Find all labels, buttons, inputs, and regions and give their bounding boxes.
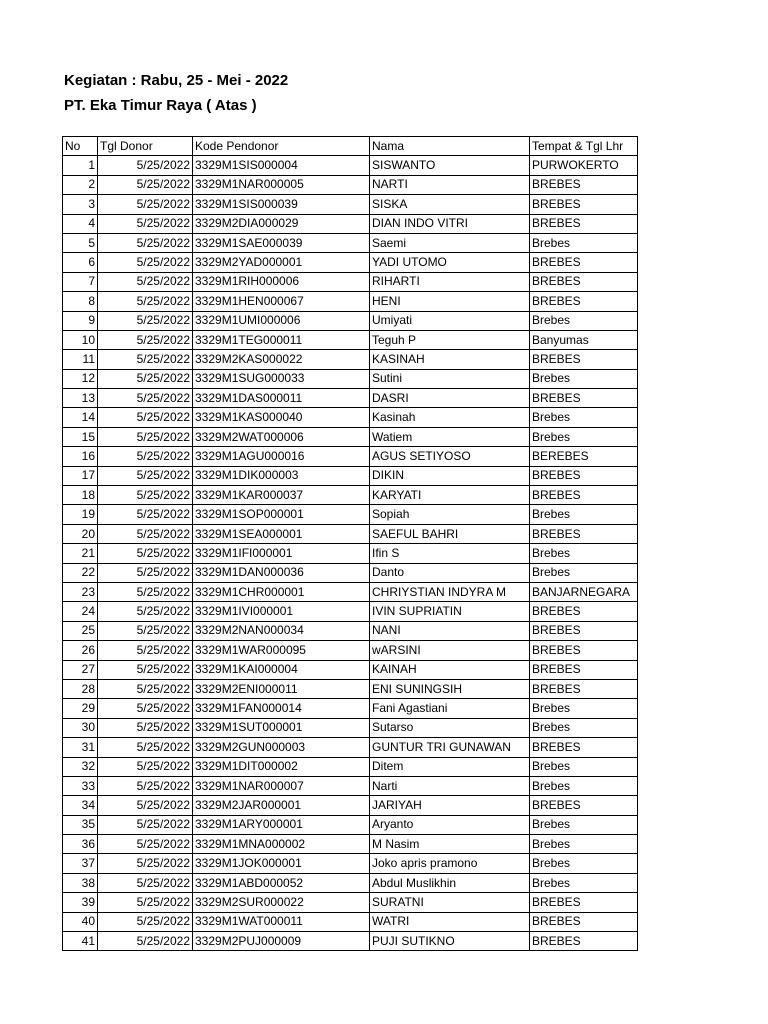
cell-no: 11 <box>63 350 98 369</box>
cell-no: 26 <box>63 641 98 660</box>
table-row <box>63 563 638 582</box>
cell-tgl-donor: 5/25/2022 <box>98 641 193 660</box>
table-row <box>63 912 638 931</box>
cell-kode-pendonor: 3329M1MNA000002 <box>193 835 370 854</box>
cell-no: 20 <box>63 524 98 543</box>
table-row <box>63 796 638 815</box>
cell-tempat-tgl-lhr: BREBES <box>530 660 638 679</box>
activity-title: Kegiatan : Rabu, 25 - Mei - 2022 <box>64 72 289 89</box>
cell-nama: Kasinah <box>370 408 530 427</box>
cell-tgl-donor: 5/25/2022 <box>98 718 193 737</box>
cell-kode-pendonor: 3329M2DIA000029 <box>193 214 370 233</box>
cell-tgl-donor: 5/25/2022 <box>98 524 193 543</box>
cell-kode-pendonor: 3329M1FAN000014 <box>193 699 370 718</box>
cell-no: 4 <box>63 214 98 233</box>
table-row <box>63 641 638 660</box>
cell-tempat-tgl-lhr: BREBES <box>530 602 638 621</box>
cell-tempat-tgl-lhr: Brebes <box>530 311 638 330</box>
cell-tgl-donor: 5/25/2022 <box>98 253 193 272</box>
table-row <box>63 447 638 466</box>
cell-no: 34 <box>63 796 98 815</box>
cell-no: 22 <box>63 563 98 582</box>
cell-nama: CHRIYSTIAN INDYRA M <box>370 582 530 601</box>
cell-tgl-donor: 5/25/2022 <box>98 776 193 795</box>
cell-kode-pendonor: 3329M2GUN000003 <box>193 738 370 757</box>
cell-tgl-donor: 5/25/2022 <box>98 195 193 214</box>
cell-no: 16 <box>63 447 98 466</box>
cell-nama: Joko apris pramono <box>370 854 530 873</box>
cell-nama: DASRI <box>370 389 530 408</box>
cell-no: 23 <box>63 582 98 601</box>
table-row <box>63 679 638 698</box>
cell-tempat-tgl-lhr: Brebes <box>530 873 638 892</box>
column-header-no: No <box>63 137 98 156</box>
cell-nama: Umiyati <box>370 311 530 330</box>
donor-table-body <box>63 137 638 951</box>
cell-no: 24 <box>63 602 98 621</box>
table-row <box>63 175 638 194</box>
cell-tempat-tgl-lhr: BREBES <box>530 466 638 485</box>
cell-kode-pendonor: 3329M2KAS000022 <box>193 350 370 369</box>
cell-kode-pendonor: 3329M2YAD000001 <box>193 253 370 272</box>
cell-tempat-tgl-lhr: BREBES <box>530 350 638 369</box>
cell-kode-pendonor: 3329M1AGU000016 <box>193 447 370 466</box>
cell-tempat-tgl-lhr: Brebes <box>530 776 638 795</box>
cell-nama: NARTI <box>370 175 530 194</box>
cell-no: 19 <box>63 505 98 524</box>
cell-tgl-donor: 5/25/2022 <box>98 408 193 427</box>
cell-tgl-donor: 5/25/2022 <box>98 602 193 621</box>
table-row <box>63 699 638 718</box>
cell-kode-pendonor: 3329M1SIS000039 <box>193 195 370 214</box>
cell-kode-pendonor: 3329M1SAE000039 <box>193 233 370 252</box>
cell-no: 8 <box>63 292 98 311</box>
cell-tempat-tgl-lhr: Brebes <box>530 544 638 563</box>
cell-kode-pendonor: 3329M1ARY000001 <box>193 815 370 834</box>
cell-tempat-tgl-lhr: BREBES <box>530 253 638 272</box>
cell-kode-pendonor: 3329M1WAT000011 <box>193 912 370 931</box>
table-row <box>63 835 638 854</box>
cell-tgl-donor: 5/25/2022 <box>98 369 193 388</box>
cell-tgl-donor: 5/25/2022 <box>98 214 193 233</box>
cell-kode-pendonor: 3329M1ABD000052 <box>193 873 370 892</box>
cell-tempat-tgl-lhr: Brebes <box>530 699 638 718</box>
cell-kode-pendonor: 3329M1HEN000067 <box>193 292 370 311</box>
cell-nama: SISKA <box>370 195 530 214</box>
cell-nama: Teguh P <box>370 330 530 349</box>
table-row <box>63 602 638 621</box>
cell-no: 35 <box>63 815 98 834</box>
cell-kode-pendonor: 3329M1KAS000040 <box>193 408 370 427</box>
cell-no: 1 <box>63 156 98 175</box>
cell-tempat-tgl-lhr: Brebes <box>530 233 638 252</box>
cell-tgl-donor: 5/25/2022 <box>98 156 193 175</box>
cell-tempat-tgl-lhr: BREBES <box>530 524 638 543</box>
cell-kode-pendonor: 3329M1DIT000002 <box>193 757 370 776</box>
cell-no: 3 <box>63 195 98 214</box>
cell-nama: HENI <box>370 292 530 311</box>
cell-no: 31 <box>63 738 98 757</box>
cell-no: 15 <box>63 427 98 446</box>
table-row <box>63 253 638 272</box>
column-header-nama: Nama <box>370 137 530 156</box>
table-row <box>63 621 638 640</box>
cell-tempat-tgl-lhr: BREBES <box>530 195 638 214</box>
cell-kode-pendonor: 3329M2NAN000034 <box>193 621 370 640</box>
table-row <box>63 195 638 214</box>
column-header-tempat-tgl-lhr: Tempat & Tgl Lhr <box>530 137 638 156</box>
cell-kode-pendonor: 3329M1DAS000011 <box>193 389 370 408</box>
cell-tgl-donor: 5/25/2022 <box>98 660 193 679</box>
cell-nama: Ifin S <box>370 544 530 563</box>
cell-tempat-tgl-lhr: Banyumas <box>530 330 638 349</box>
cell-nama: DIKIN <box>370 466 530 485</box>
cell-tgl-donor: 5/25/2022 <box>98 389 193 408</box>
cell-tgl-donor: 5/25/2022 <box>98 796 193 815</box>
table-row <box>63 873 638 892</box>
cell-tgl-donor: 5/25/2022 <box>98 699 193 718</box>
cell-tgl-donor: 5/25/2022 <box>98 292 193 311</box>
cell-tempat-tgl-lhr: Brebes <box>530 408 638 427</box>
cell-tempat-tgl-lhr: Brebes <box>530 757 638 776</box>
cell-tgl-donor: 5/25/2022 <box>98 272 193 291</box>
cell-no: 9 <box>63 311 98 330</box>
cell-nama: Ditem <box>370 757 530 776</box>
table-row <box>63 932 638 951</box>
table-row <box>63 718 638 737</box>
cell-tgl-donor: 5/25/2022 <box>98 563 193 582</box>
cell-tgl-donor: 5/25/2022 <box>98 893 193 912</box>
cell-nama: Saemi <box>370 233 530 252</box>
cell-nama: Sutini <box>370 369 530 388</box>
cell-nama: SISWANTO <box>370 156 530 175</box>
cell-nama: JARIYAH <box>370 796 530 815</box>
cell-tgl-donor: 5/25/2022 <box>98 757 193 776</box>
table-row <box>63 292 638 311</box>
cell-kode-pendonor: 3329M1DAN000036 <box>193 563 370 582</box>
cell-kode-pendonor: 3329M1DIK000003 <box>193 466 370 485</box>
cell-tgl-donor: 5/25/2022 <box>98 175 193 194</box>
cell-no: 33 <box>63 776 98 795</box>
cell-nama: IVIN SUPRIATIN <box>370 602 530 621</box>
cell-kode-pendonor: 3329M1KAI000004 <box>193 660 370 679</box>
cell-no: 14 <box>63 408 98 427</box>
cell-tgl-donor: 5/25/2022 <box>98 447 193 466</box>
cell-tempat-tgl-lhr: BREBES <box>530 214 638 233</box>
donor-table <box>62 136 638 951</box>
cell-no: 25 <box>63 621 98 640</box>
cell-tgl-donor: 5/25/2022 <box>98 233 193 252</box>
cell-tgl-donor: 5/25/2022 <box>98 311 193 330</box>
table-row <box>63 815 638 834</box>
cell-nama: SAEFUL BAHRI <box>370 524 530 543</box>
table-row <box>63 466 638 485</box>
company-title: PT. Eka Timur Raya ( Atas ) <box>64 97 257 114</box>
cell-tempat-tgl-lhr: BREBES <box>530 175 638 194</box>
table-row <box>63 486 638 505</box>
cell-no: 27 <box>63 660 98 679</box>
table-row <box>63 505 638 524</box>
cell-tgl-donor: 5/25/2022 <box>98 544 193 563</box>
cell-nama: Sutarso <box>370 718 530 737</box>
cell-tgl-donor: 5/25/2022 <box>98 621 193 640</box>
cell-no: 28 <box>63 679 98 698</box>
cell-tgl-donor: 5/25/2022 <box>98 815 193 834</box>
cell-tempat-tgl-lhr: Brebes <box>530 505 638 524</box>
cell-tempat-tgl-lhr: BREBES <box>530 486 638 505</box>
cell-nama: Narti <box>370 776 530 795</box>
cell-no: 38 <box>63 873 98 892</box>
table-header-row <box>63 137 638 156</box>
cell-no: 6 <box>63 253 98 272</box>
cell-nama: AGUS SETIYOSO <box>370 447 530 466</box>
cell-nama: Danto <box>370 563 530 582</box>
cell-nama: WATRI <box>370 912 530 931</box>
cell-nama: RIHARTI <box>370 272 530 291</box>
table-row <box>63 893 638 912</box>
cell-kode-pendonor: 3329M1SEA000001 <box>193 524 370 543</box>
cell-no: 29 <box>63 699 98 718</box>
cell-no: 21 <box>63 544 98 563</box>
cell-kode-pendonor: 3329M1IFI000001 <box>193 544 370 563</box>
cell-tgl-donor: 5/25/2022 <box>98 582 193 601</box>
cell-tgl-donor: 5/25/2022 <box>98 505 193 524</box>
cell-nama: Aryanto <box>370 815 530 834</box>
table-row <box>63 408 638 427</box>
cell-nama: KAINAH <box>370 660 530 679</box>
cell-nama: KARYATI <box>370 486 530 505</box>
cell-nama: YADI UTOMO <box>370 253 530 272</box>
cell-kode-pendonor: 3329M1WAR000095 <box>193 641 370 660</box>
cell-kode-pendonor: 3329M1SIS000004 <box>193 156 370 175</box>
cell-nama: KASINAH <box>370 350 530 369</box>
cell-nama: wARSINI <box>370 641 530 660</box>
table-row <box>63 660 638 679</box>
column-header-tgl-donor: Tgl Donor <box>98 137 193 156</box>
cell-tgl-donor: 5/25/2022 <box>98 350 193 369</box>
cell-nama: PUJI SUTIKNO <box>370 932 530 951</box>
cell-no: 13 <box>63 389 98 408</box>
cell-no: 10 <box>63 330 98 349</box>
cell-no: 30 <box>63 718 98 737</box>
cell-kode-pendonor: 3329M1UMI000006 <box>193 311 370 330</box>
cell-kode-pendonor: 3329M2ENI000011 <box>193 679 370 698</box>
cell-nama: Fani Agastiani <box>370 699 530 718</box>
cell-nama: Watiem <box>370 427 530 446</box>
cell-kode-pendonor: 3329M1SUG000033 <box>193 369 370 388</box>
cell-nama: SURATNI <box>370 893 530 912</box>
cell-kode-pendonor: 3329M1SUT000001 <box>193 718 370 737</box>
cell-tempat-tgl-lhr: BREBES <box>530 738 638 757</box>
cell-tgl-donor: 5/25/2022 <box>98 486 193 505</box>
cell-tempat-tgl-lhr: BREBES <box>530 641 638 660</box>
cell-nama: ENI SUNINGSIH <box>370 679 530 698</box>
column-header-kode-pendonor: Kode Pendonor <box>193 137 370 156</box>
cell-kode-pendonor: 3329M1TEG000011 <box>193 330 370 349</box>
cell-no: 17 <box>63 466 98 485</box>
cell-kode-pendonor: 3329M2JAR000001 <box>193 796 370 815</box>
cell-tempat-tgl-lhr: BREBES <box>530 389 638 408</box>
cell-kode-pendonor: 3329M1IVI000001 <box>193 602 370 621</box>
cell-tempat-tgl-lhr: BREBES <box>530 932 638 951</box>
cell-kode-pendonor: 3329M1JOK000001 <box>193 854 370 873</box>
table-row <box>63 311 638 330</box>
cell-no: 5 <box>63 233 98 252</box>
cell-tempat-tgl-lhr: BREBES <box>530 272 638 291</box>
cell-no: 39 <box>63 893 98 912</box>
cell-no: 41 <box>63 932 98 951</box>
cell-tempat-tgl-lhr: Brebes <box>530 369 638 388</box>
cell-nama: NANI <box>370 621 530 640</box>
cell-tgl-donor: 5/25/2022 <box>98 912 193 931</box>
cell-no: 2 <box>63 175 98 194</box>
cell-tempat-tgl-lhr: Brebes <box>530 718 638 737</box>
table-row <box>63 757 638 776</box>
table-row <box>63 544 638 563</box>
table-row <box>63 156 638 175</box>
table-row <box>63 854 638 873</box>
cell-tgl-donor: 5/25/2022 <box>98 835 193 854</box>
cell-tgl-donor: 5/25/2022 <box>98 932 193 951</box>
cell-kode-pendonor: 3329M2PUJ000009 <box>193 932 370 951</box>
cell-tempat-tgl-lhr: Brebes <box>530 815 638 834</box>
table-row <box>63 738 638 757</box>
cell-kode-pendonor: 3329M2WAT000006 <box>193 427 370 446</box>
cell-nama: DIAN INDO VITRI <box>370 214 530 233</box>
cell-tgl-donor: 5/25/2022 <box>98 466 193 485</box>
table-row <box>63 272 638 291</box>
cell-tgl-donor: 5/25/2022 <box>98 427 193 446</box>
cell-kode-pendonor: 3329M1NAR000007 <box>193 776 370 795</box>
cell-tgl-donor: 5/25/2022 <box>98 679 193 698</box>
table-row <box>63 776 638 795</box>
cell-no: 36 <box>63 835 98 854</box>
cell-tgl-donor: 5/25/2022 <box>98 738 193 757</box>
cell-tgl-donor: 5/25/2022 <box>98 873 193 892</box>
cell-tempat-tgl-lhr: BREBES <box>530 893 638 912</box>
cell-nama: Abdul Muslikhin <box>370 873 530 892</box>
cell-tempat-tgl-lhr: BREBES <box>530 621 638 640</box>
cell-kode-pendonor: 3329M2SUR000022 <box>193 893 370 912</box>
cell-nama: Sopiah <box>370 505 530 524</box>
cell-tempat-tgl-lhr: Brebes <box>530 835 638 854</box>
cell-no: 37 <box>63 854 98 873</box>
cell-kode-pendonor: 3329M1CHR000001 <box>193 582 370 601</box>
table-row <box>63 369 638 388</box>
table-row <box>63 427 638 446</box>
table-row <box>63 389 638 408</box>
table-row <box>63 582 638 601</box>
cell-tempat-tgl-lhr: Brebes <box>530 854 638 873</box>
cell-tempat-tgl-lhr: BANJARNEGARA <box>530 582 638 601</box>
cell-tempat-tgl-lhr: BREBES <box>530 912 638 931</box>
cell-kode-pendonor: 3329M1RIH000006 <box>193 272 370 291</box>
table-row <box>63 524 638 543</box>
cell-kode-pendonor: 3329M1SOP000001 <box>193 505 370 524</box>
cell-tempat-tgl-lhr: BREBES <box>530 796 638 815</box>
cell-no: 40 <box>63 912 98 931</box>
cell-nama: GUNTUR TRI GUNAWAN <box>370 738 530 757</box>
table-row <box>63 214 638 233</box>
cell-no: 18 <box>63 486 98 505</box>
table-row <box>63 233 638 252</box>
cell-kode-pendonor: 3329M1KAR000037 <box>193 486 370 505</box>
cell-tempat-tgl-lhr: BEREBES <box>530 447 638 466</box>
cell-no: 32 <box>63 757 98 776</box>
cell-tgl-donor: 5/25/2022 <box>98 330 193 349</box>
cell-tempat-tgl-lhr: Brebes <box>530 563 638 582</box>
cell-tempat-tgl-lhr: Brebes <box>530 427 638 446</box>
table-row <box>63 350 638 369</box>
cell-nama: M Nasim <box>370 835 530 854</box>
cell-tempat-tgl-lhr: PURWOKERTO <box>530 156 638 175</box>
table-row <box>63 330 638 349</box>
cell-tempat-tgl-lhr: BREBES <box>530 292 638 311</box>
cell-tgl-donor: 5/25/2022 <box>98 854 193 873</box>
cell-kode-pendonor: 3329M1NAR000005 <box>193 175 370 194</box>
cell-no: 12 <box>63 369 98 388</box>
cell-no: 7 <box>63 272 98 291</box>
cell-tempat-tgl-lhr: BREBES <box>530 679 638 698</box>
